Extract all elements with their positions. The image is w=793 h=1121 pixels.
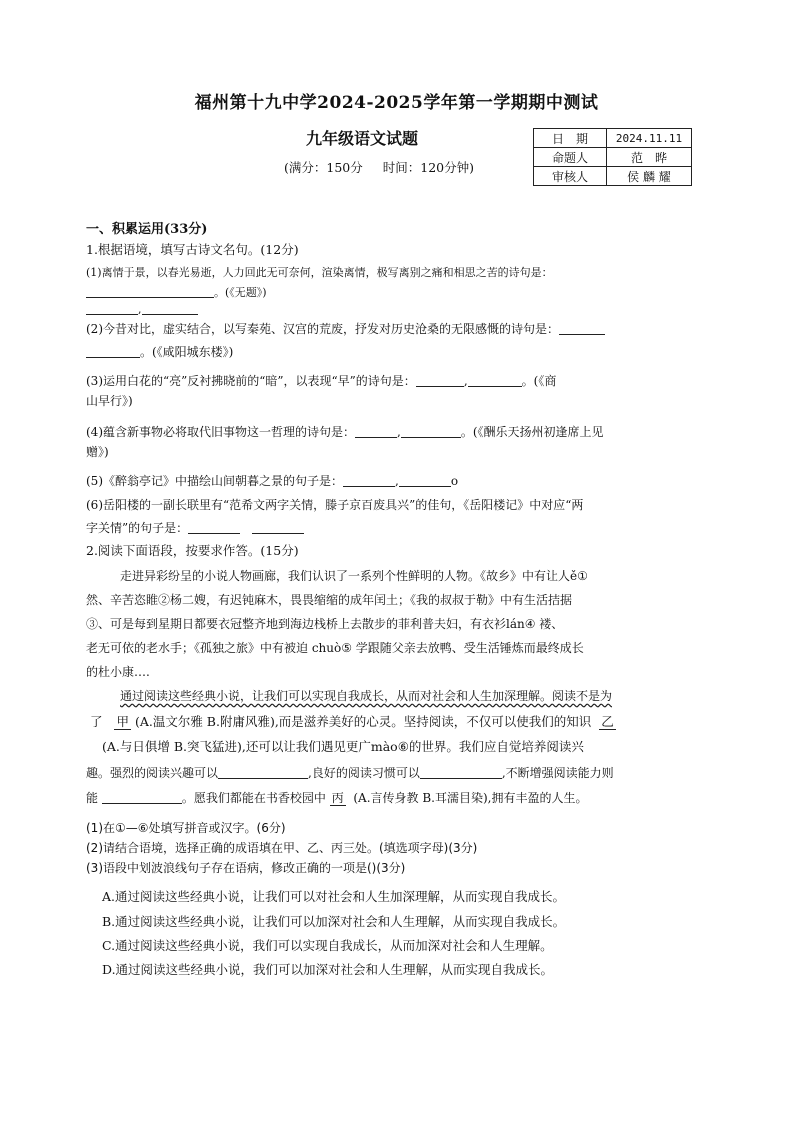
q1-item2-text — [86, 322, 605, 335]
q1-item5-text — [86, 474, 458, 487]
passage1-line: 走进异彩纷呈的小说人物画廊，我们认识了一系列个性鲜明的人物。《故乡》中有让人ě① — [120, 569, 588, 583]
meta-row-date — [534, 129, 692, 148]
meta-value: 范 晔 — [607, 148, 692, 167]
answer-blank[interactable] — [401, 425, 461, 438]
option-a[interactable]: A.通过阅读这些经典小说，让我们可以对社会和人生加深理解，从而实现自我成长。 — [102, 889, 566, 904]
text: ,不断增强阅读能力则 — [501, 766, 614, 780]
q1-stem: 1.根据语境，填写古诗文名句。(12分) — [86, 242, 299, 257]
answer-blank[interactable] — [86, 345, 140, 358]
answer-blank[interactable] — [416, 374, 464, 387]
meta-row-reviewer — [534, 167, 692, 186]
q1-item1-source: 。(《无题》) — [214, 286, 267, 299]
comma: , — [463, 374, 468, 388]
period: o — [450, 474, 459, 488]
passage2-line — [86, 791, 587, 804]
q1-item3-source: 。(《商 — [521, 374, 557, 388]
text: (A.言传身教 B.耳濡目染),拥有丰盈的人生。 — [353, 791, 588, 805]
text: 。愿我们都能在书香校园中 — [181, 791, 326, 805]
answer-blank[interactable] — [420, 766, 502, 779]
q1-item1-line — [86, 285, 267, 298]
q1-item3-line2: 山早行》) — [86, 394, 133, 408]
answer-blank[interactable] — [142, 302, 198, 315]
exam-info — [284, 158, 474, 176]
q1-item1-blanks — [86, 302, 198, 315]
option-c[interactable]: C.通过阅读这些经典小说，我们可以实现自我成长，从而加深对社会和人生理解。 — [102, 938, 553, 953]
full-score: (满分：150分 — [284, 160, 363, 175]
q1-item4-source: 。(《酬乐天扬州初逢席上见 — [460, 425, 604, 439]
blank-bing[interactable]: 丙 — [331, 791, 344, 805]
meta-key: 审核人 — [534, 167, 607, 186]
answer-blank[interactable] — [399, 474, 451, 487]
answer-blank[interactable] — [355, 425, 397, 438]
comma: , — [397, 425, 401, 439]
q1-item3-prompt: (3)运用白花的“亮”反衬拂晓前的“暗”，以表现“早”的诗句是： — [86, 374, 416, 388]
q2-stem: 2.阅读下面语段，按要求作答。(15分) — [86, 543, 299, 558]
meta-key: 日 期 — [534, 129, 607, 148]
passage1-line: 的杜小康…. — [86, 665, 150, 679]
q1-item4-text — [86, 425, 604, 438]
answer-blank[interactable] — [468, 374, 522, 387]
passage2-line — [120, 690, 612, 702]
q2-sub1: (1)在①—⑥处填写拼音或汉字。(6分) — [86, 821, 286, 835]
passage2-line — [86, 766, 614, 779]
meta-key: 命题人 — [534, 148, 607, 167]
q1-item5-prompt: (5)《醉翁亭记》中描绘山间朝暮之景的句子是： — [86, 474, 343, 488]
q2-sub3: (3)语段中划波浪线句子存在语病，修改正确的一项是()(3分) — [86, 861, 406, 875]
q1-item6-line2 — [86, 521, 304, 534]
q1-item1-text: (1)离情于景，以春光易逝，人力回此无可奈何，渲染离情，极写离别之痛和相思之苦的诗句是： — [86, 266, 553, 279]
blank-jia[interactable]: 甲 — [116, 714, 129, 729]
passage2-line — [90, 716, 616, 729]
q1-item2-line2 — [86, 345, 233, 358]
passage1-line: 老无可依的老水手；《孤独之旅》中有被迫 chuò⑤ 学跟随父亲去放鸭、受生活锤炼而最终成长 — [86, 641, 584, 655]
q1-item6-prompt: 字关情”的句子是： — [86, 521, 189, 535]
meta-value: 2024.11.11 — [607, 129, 692, 148]
q1-item4-line2: 赠》) — [86, 445, 109, 459]
passage1-line: ③、可是每到星期日都要衣冠整齐地到海边栈桥上去散步的菲利普夫妇，有衣衫lán④ 褛、 — [86, 617, 564, 631]
q1-item2-prompt: (2)今昔对比，虚实结合，以写秦苑、汉宫的荒废，抒发对历史沧桑的无限感慨的诗句是： — [86, 322, 560, 336]
wavy-sentence: 通过阅读这些经典小说，让我们可以实现自我成长，从而对社会和人生加深理解。阅读不是为 — [120, 689, 613, 703]
meta-row-author — [534, 148, 692, 167]
answer-blank[interactable] — [343, 474, 395, 487]
answer-blank[interactable] — [252, 521, 304, 534]
text: (A.温文尔雅 B.附庸风雅),而是滋养美好的心灵。坚持阅读，不仅可以使我们的知识 — [134, 714, 592, 729]
option-b[interactable]: B.通过阅读这些经典小说，让我们可以加深对社会和人生理解，从而实现自我成长。 — [102, 914, 566, 929]
comma: , — [138, 303, 142, 316]
answer-blank[interactable] — [188, 521, 240, 534]
text: ,良好的阅读习惯可以 — [308, 766, 420, 780]
q1-item6-text: (6)岳阳楼的一副长联里有“范希文两字关情，滕子京百废具兴”的佳句，《岳阳楼记》中对应“两 — [86, 498, 584, 512]
q1-item3-text — [86, 374, 556, 387]
answer-blank[interactable] — [559, 322, 605, 335]
option-d[interactable]: D.通过阅读这些经典小说，我们可以加深对社会和人生理解，从而实现自我成长。 — [102, 962, 554, 977]
answer-blank[interactable] — [86, 285, 214, 298]
meta-table — [533, 128, 692, 186]
exam-time: 时间：120分钟) — [382, 160, 474, 175]
passage1-line: 然、辛苦恣睢②杨二嫂，有迟钝麻木，畏畏缩缩的成年闰土；《我的叔叔于勒》中有生活拮据 — [86, 593, 573, 607]
text: 能 — [86, 791, 99, 805]
passage2-line: (A.与日俱增 B.突飞猛进),还可以让我们遇见更广mào⑥的世界。我们应自觉培养阅读兴 — [102, 739, 584, 754]
q1-item2-source: 。(《咸阳城东楼》) — [140, 345, 234, 359]
answer-blank[interactable] — [86, 302, 138, 315]
exam-title: 福州第十九中学2024-2025学年第一学期期中测试 — [194, 93, 599, 113]
comma: , — [395, 474, 399, 488]
text: 了 — [90, 714, 103, 729]
text: 趣。强烈的阅读兴趣可以 — [86, 766, 219, 780]
section-heading: 一、积累运用(33分) — [86, 222, 208, 237]
answer-blank[interactable] — [218, 766, 308, 779]
q1-item4-prompt: (4)蕴含新事物必将取代旧事物这一哲理的诗句是： — [86, 425, 355, 439]
exam-subtitle: 九年级语文试题 — [306, 129, 419, 148]
q2-sub2: (2)请结合语境，选择正确的成语填在甲、乙、丙三处。(填选项字母)(3分) — [86, 841, 478, 855]
blank-yi[interactable]: 乙 — [601, 714, 614, 729]
meta-value: 侯 麟 耀 — [607, 167, 692, 186]
answer-blank[interactable] — [102, 791, 182, 804]
